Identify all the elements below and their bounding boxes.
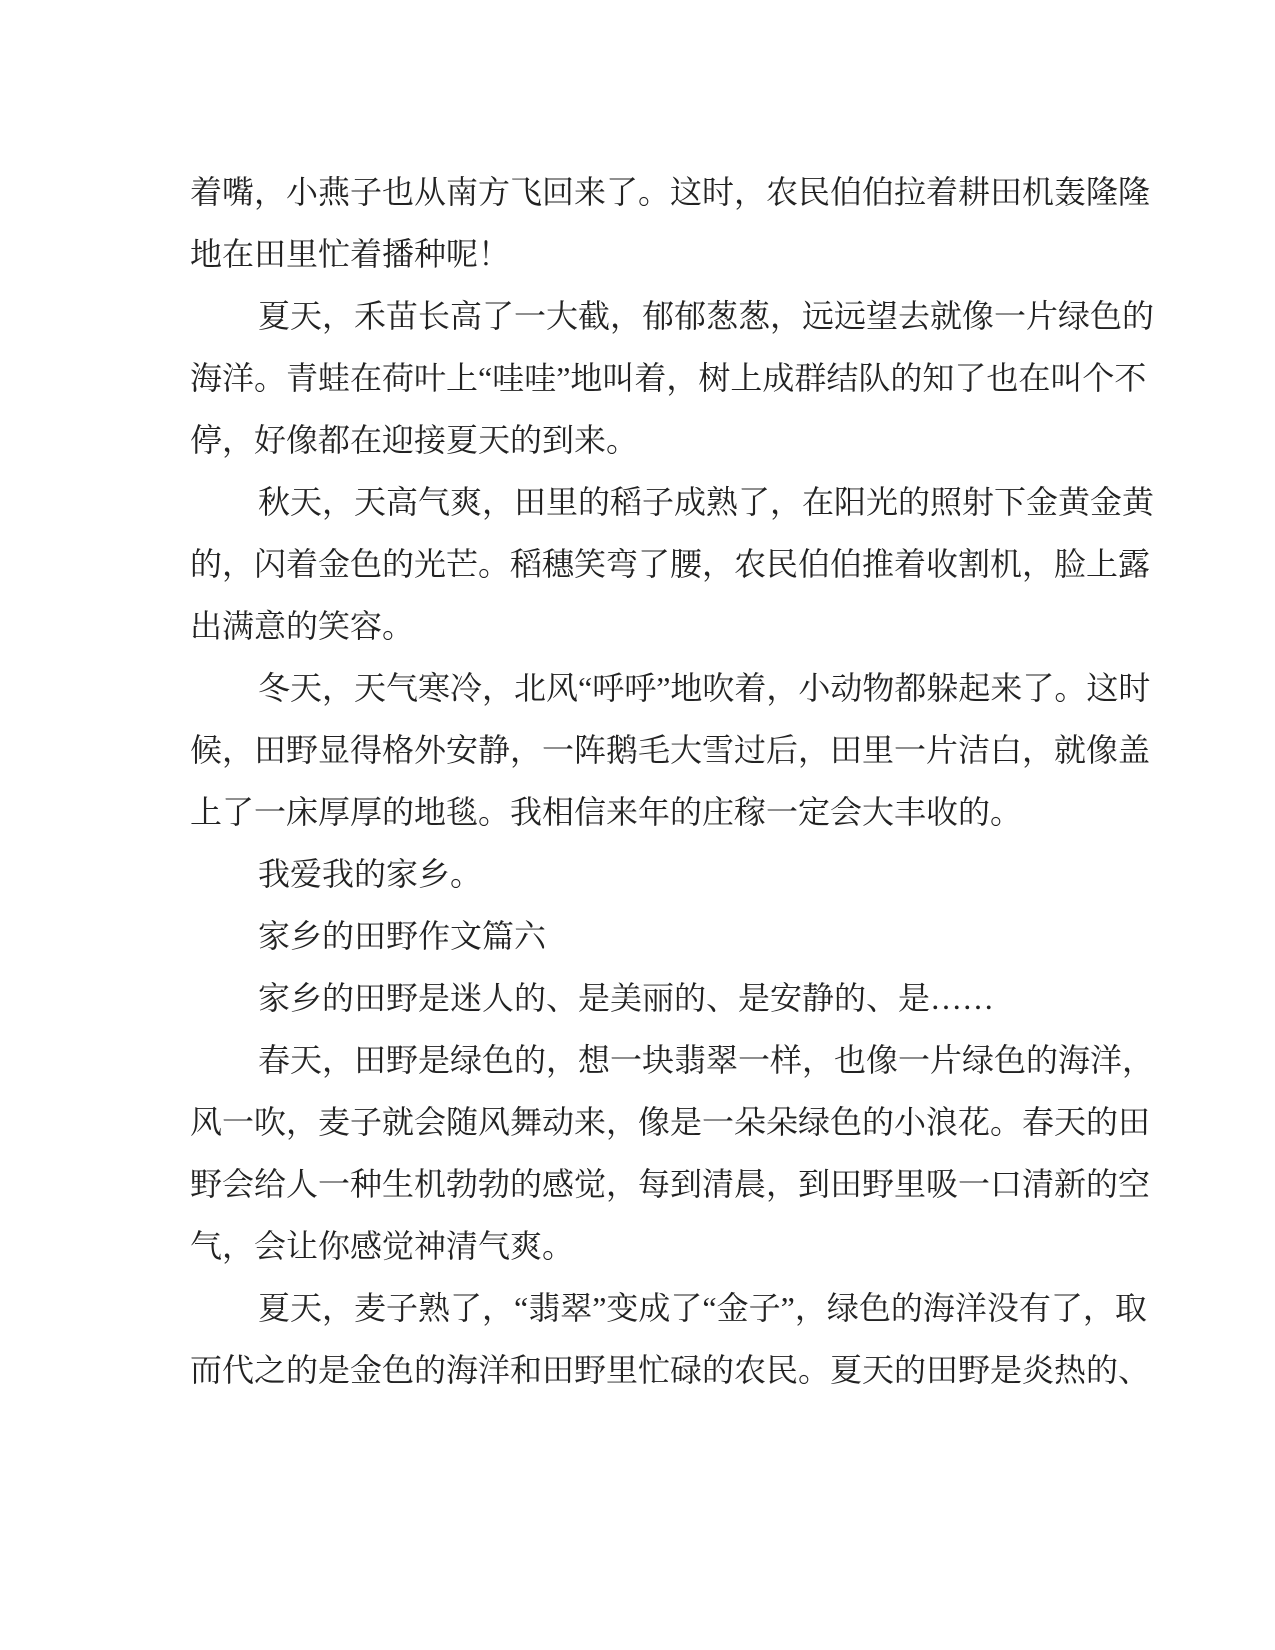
text-line: 秋天，天高气爽，田里的稻子成熟了，在阳光的照射下金黄金黄: [258, 484, 1155, 520]
text-line: 上了一床厚厚的地毯。我相信来年的庄稼一定会大丰收的。: [190, 794, 1023, 830]
text-line: 冬天，天气寒冷，北风“呼呼”地吹着，小动物都躲起来了。这时: [258, 670, 1151, 706]
text-line: 野会给人一种生机勃勃的感觉，每到清晨，到田野里吸一口清新的空: [190, 1166, 1151, 1202]
paragraph: [190, 285, 1155, 471]
paragraph: [190, 967, 1085, 1029]
text-line: 夏天，禾苗长高了一大截，郁郁葱葱，远远望去就像一片绿色的: [258, 298, 1155, 334]
paragraph: [190, 1277, 1151, 1401]
paragraph: [190, 843, 1085, 905]
text-line: 家乡的田野是迷人的、是美丽的、是安静的、是……: [258, 980, 995, 1016]
paragraph: [190, 161, 1151, 285]
text-line: 家乡的田野作文篇六: [258, 918, 547, 954]
text-line: 着嘴，小燕子也从南方飞回来了。这时，农民伯伯拉着耕田机轰隆隆: [190, 174, 1151, 210]
text-line: 停，好像都在迎接夏天的到来。: [190, 422, 639, 458]
text-line: 夏天，麦子熟了，“翡翠”变成了“金子”，绿色的海洋没有了，取: [258, 1290, 1147, 1326]
paragraph: [190, 657, 1151, 843]
text-line: 气，会让你感觉神清气爽。: [190, 1228, 575, 1264]
text-line: 出满意的笑容。: [190, 608, 415, 644]
document-body: [190, 161, 1155, 1401]
text-line: 的，闪着金色的光芒。稻穗笑弯了腰，农民伯伯推着收割机，脸上露: [190, 546, 1151, 582]
text-line: 我爱我的家乡。: [258, 856, 483, 892]
paragraph: [190, 471, 1155, 657]
text-line: 候，田野显得格外安静，一阵鹅毛大雪过后，田里一片洁白，就像盖: [190, 732, 1151, 768]
paragraph: [190, 1029, 1155, 1277]
text-line: 风一吹，麦子就会随风舞动来，像是一朵朵绿色的小浪花。春天的田: [190, 1104, 1151, 1140]
text-line: 海洋。青蛙在荷叶上“哇哇”地叫着，树上成群结队的知了也在叫个不: [190, 360, 1147, 396]
text-line: 春天，田野是绿色的，想一块翡翠一样，也像一片绿色的海洋，: [258, 1042, 1155, 1078]
text-line: 地在田里忙着播种呢！: [190, 236, 511, 272]
text-line: 而代之的是金色的海洋和田野里忙碌的农民。夏天的田野是炎热的、: [190, 1352, 1151, 1388]
paragraph: [190, 905, 1085, 967]
